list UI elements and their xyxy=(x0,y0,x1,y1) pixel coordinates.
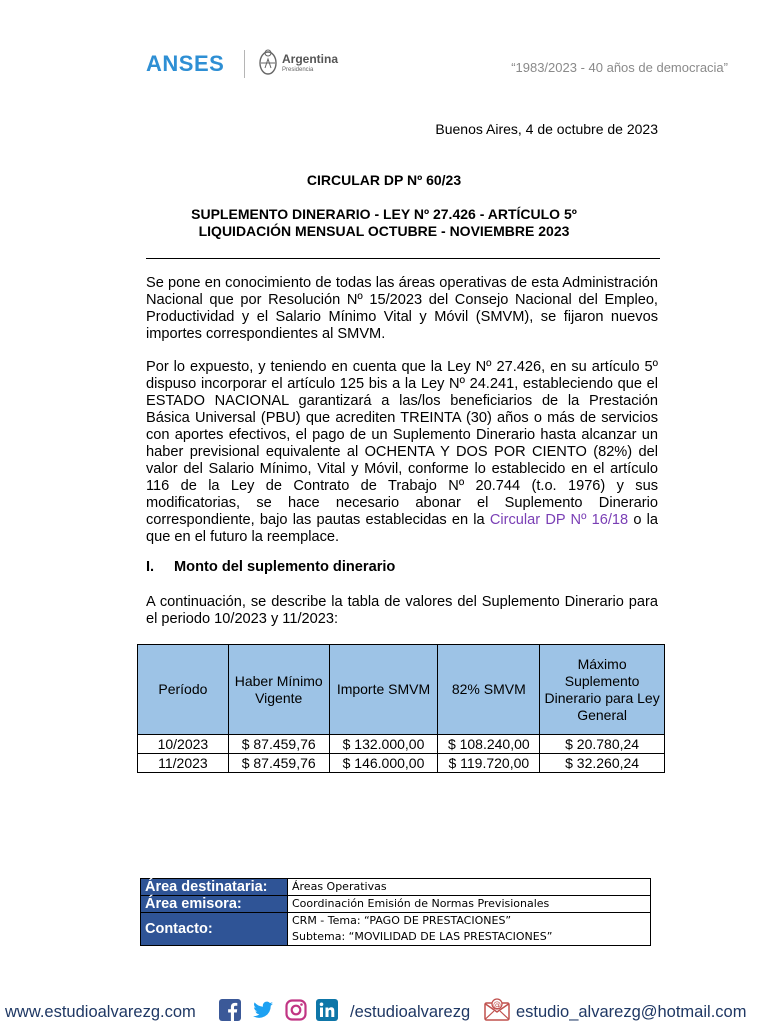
section-title: Monto del suplemento dinerario xyxy=(174,559,396,575)
area-destinataria-value: Áreas Operativas xyxy=(288,879,651,896)
subject-heading xyxy=(0,206,768,240)
subject-line-2: LIQUIDACIÓN MENSUAL OCTUBRE - NOVIEMBRE 2023 xyxy=(198,223,570,239)
table-cell: $ 32.260,24 xyxy=(540,754,665,773)
table-cell: 11/2023 xyxy=(138,754,229,773)
argentina-shield-icon xyxy=(258,48,278,76)
paragraph-intro: Se pone en conocimiento de todas las áreas operativas de esta Administración Nacional que por Resolución Nº 15/2023 del Consejo Nacional del Empleo, Productividad y el Salario Mínimo Vital y Móvil (SMVM), se fijaron nuevos importes correspondientes al SMVM. xyxy=(146,275,658,342)
area-row-emisora xyxy=(141,896,651,913)
footer-website-link[interactable]: www.estudioalvarezg.com xyxy=(5,1003,196,1021)
paragraph-table-intro: A continuación, se describe la tabla de valores del Suplemento Dinerario para el periodo 10/2023 y 11/2023: xyxy=(146,594,658,627)
argentina-name: Argentina xyxy=(282,52,339,66)
circular-link[interactable]: Circular DP Nº 16/18 xyxy=(489,512,629,528)
paragraph-background-text: Por lo expuesto, y teniendo en cuenta que la Ley Nº 27.426, en su artículo 5º dispuso incorporar el artículo 125 bis a la Ley Nº 24.241, estableciendo que el ESTADO NACIONAL garantizará a las/los beneficiarios de la Prestación Básica Universal (PBU) que acrediten TREINTA (30) años o más de servicios con aportes efectivos, el pago de un Suplemento Dinerario hasta alcanzar un haber previsional equivalente al OCHENTA Y DOS POR CIENTO (82%) del valor del Salario Mínimo, Vital y Móvil, conforme lo establecido en el artículo 116 de la Ley de Contrato de Trabajo Nº 20.744 (t.o. 1976) y sus modificatorias, se hace necesario abonar el Suplemento Dinerario correspondiente, bajo las pautas establecidas en la xyxy=(146,359,658,528)
anses-logo: ANSES xyxy=(146,51,225,76)
table-cell: 10/2023 xyxy=(138,735,229,754)
paragraph-background-tail: o la que en el futuro la reemplace. xyxy=(146,512,658,545)
circular-title: CIRCULAR DP Nº 60/23 xyxy=(306,172,462,188)
area-row-destinataria xyxy=(141,879,651,896)
section-number: I. xyxy=(146,559,155,575)
contacto-label: Contacto: xyxy=(141,913,288,946)
linkedin-icon[interactable] xyxy=(316,999,338,1021)
footer-email-link[interactable]: estudio_alvarezg@hotmail.com xyxy=(516,1003,747,1021)
area-row-contacto xyxy=(141,913,651,946)
logo-divider xyxy=(244,50,245,78)
section-heading xyxy=(146,559,395,575)
header-maximo-suplemento: Máximo Suplemento Dinerario para Ley General xyxy=(540,645,665,735)
horizontal-rule xyxy=(146,258,660,259)
footer-social-handle[interactable]: /estudioalvarezg xyxy=(350,1003,471,1021)
instagram-icon[interactable] xyxy=(285,999,307,1021)
header-82-smvm: 82% SMVM xyxy=(438,645,540,735)
table-cell: $ 87.459,76 xyxy=(228,735,329,754)
subject-line-1: SUPLEMENTO DINERARIO - LEY Nº 27.426 - ARTÍCULO 5º xyxy=(191,206,577,222)
contacto-value xyxy=(288,913,651,946)
argentina-subtitle: Presidencia xyxy=(282,67,314,73)
values-table xyxy=(137,644,665,773)
twitter-icon[interactable] xyxy=(252,999,274,1021)
democracia-slogan: “1983/2023 - 40 años de democracia” xyxy=(511,60,728,75)
table-cell: $ 146.000,00 xyxy=(329,754,438,773)
header-periodo: Período xyxy=(138,645,229,735)
document-date: Buenos Aires, 4 de octubre de 2023 xyxy=(435,121,658,137)
email-icon xyxy=(484,998,510,1022)
area-emisora-label: Área emisora: xyxy=(141,896,288,913)
contacto-line-2: Subtema: “MOVILIDAD DE LAS PRESTACIONES” xyxy=(292,930,553,943)
table-cell: $ 87.459,76 xyxy=(228,754,329,773)
contacto-line-1: CRM - Tema: “PAGO DE PRESTACIONES” xyxy=(292,914,512,927)
facebook-icon[interactable] xyxy=(219,999,241,1021)
table-cell: $ 20.780,24 xyxy=(540,735,665,754)
header-importe-smvm: Importe SMVM xyxy=(329,645,438,735)
table-cell: $ 108.240,00 xyxy=(438,735,540,754)
paragraph-background xyxy=(146,359,658,546)
svg-text:@: @ xyxy=(493,1000,501,1009)
table-cell: $ 132.000,00 xyxy=(329,735,438,754)
area-destinataria-label: Área destinataria: xyxy=(141,879,288,896)
table-cell: $ 119.720,00 xyxy=(438,754,540,773)
header-haber-minimo: Haber Mínimo Vigente xyxy=(228,645,329,735)
area-table xyxy=(140,878,651,946)
area-emisora-value: Coordinación Emisión de Normas Previsionales xyxy=(288,896,651,913)
table-row xyxy=(138,735,665,754)
table-header-row xyxy=(138,645,665,735)
table-row xyxy=(138,754,665,773)
